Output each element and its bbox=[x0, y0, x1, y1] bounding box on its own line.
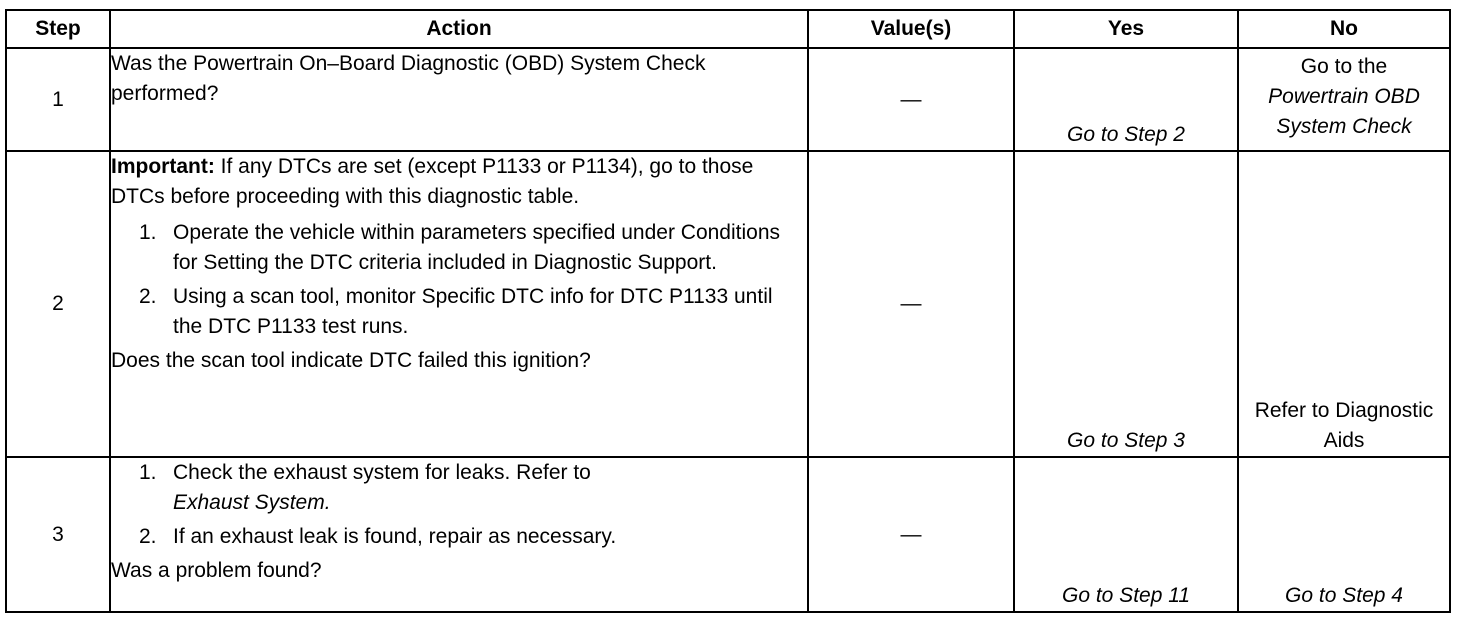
substep-number: 1. bbox=[139, 461, 157, 484]
step-number: 3 bbox=[6, 457, 110, 612]
action-cell bbox=[110, 151, 808, 457]
yes-cell bbox=[1014, 457, 1238, 612]
question-text: Does the scan tool indicate DTC failed this ignition? bbox=[111, 349, 591, 372]
no-cell bbox=[1238, 457, 1450, 612]
table-row-step-3 bbox=[6, 457, 1450, 612]
header-yes: Yes bbox=[1014, 10, 1238, 48]
substep-list bbox=[111, 458, 807, 552]
question-text: Was a problem found? bbox=[111, 559, 322, 582]
exhaust-system-link[interactable]: Exhaust System. bbox=[173, 491, 331, 514]
action-cell bbox=[110, 457, 808, 612]
no-prefix: Go to the bbox=[1300, 55, 1388, 78]
substep-text: If an exhaust leak is found, repair as necessary. bbox=[173, 525, 617, 548]
substep-text: Using a scan tool, monitor Specific DTC info for DTC P1133 until the DTC P1133 test runs. bbox=[173, 285, 773, 338]
value-cell: — bbox=[808, 457, 1014, 612]
table-row-step-1 bbox=[6, 48, 1450, 151]
substep-list bbox=[111, 218, 807, 342]
list-item bbox=[111, 522, 807, 552]
diagnostic-table bbox=[5, 9, 1451, 613]
yes-link[interactable]: Go to Step 3 bbox=[1067, 429, 1185, 452]
substep-number: 1. bbox=[139, 221, 157, 244]
step-number: 2 bbox=[6, 151, 110, 457]
list-item bbox=[111, 458, 807, 518]
table-row-step-2 bbox=[6, 151, 1450, 457]
important-text: If any DTCs are set (except P1133 or P1134), go to those DTCs before proceeding with this diagnostic table. bbox=[111, 155, 754, 208]
no-link[interactable]: Powertrain OBD System Check bbox=[1268, 85, 1420, 138]
step-number: 1 bbox=[6, 48, 110, 151]
yes-cell bbox=[1014, 48, 1238, 151]
value-cell: — bbox=[808, 151, 1014, 457]
no-text[interactable]: Refer to Diagnostic Aids bbox=[1254, 399, 1434, 452]
header-row bbox=[6, 10, 1450, 48]
action-text: Was the Powertrain On–Board Diagnostic (OBD) System Check performed? bbox=[111, 52, 706, 105]
header-values: Value(s) bbox=[808, 10, 1014, 48]
substep-number: 2. bbox=[139, 525, 157, 548]
yes-cell bbox=[1014, 151, 1238, 457]
no-cell bbox=[1238, 48, 1450, 151]
no-link[interactable]: Go to Step 4 bbox=[1285, 584, 1403, 607]
substep-number: 2. bbox=[139, 285, 157, 308]
header-action: Action bbox=[110, 10, 808, 48]
header-step: Step bbox=[6, 10, 110, 48]
yes-link[interactable]: Go to Step 11 bbox=[1061, 584, 1191, 607]
important-label: Important: bbox=[111, 155, 215, 178]
list-item bbox=[111, 218, 807, 278]
yes-link[interactable]: Go to Step 2 bbox=[1067, 123, 1185, 146]
substep-text: Check the exhaust system for leaks. Refer to bbox=[173, 461, 591, 484]
no-cell bbox=[1238, 151, 1450, 457]
substep-text: Operate the vehicle within parameters specified under Conditions for Setting the DTC criteria included in Diagnostic Support. bbox=[173, 221, 781, 274]
value-cell: — bbox=[808, 48, 1014, 151]
header-no: No bbox=[1238, 10, 1450, 48]
list-item bbox=[111, 282, 807, 342]
diagnostic-table-container bbox=[5, 9, 1449, 611]
action-cell bbox=[110, 48, 808, 151]
